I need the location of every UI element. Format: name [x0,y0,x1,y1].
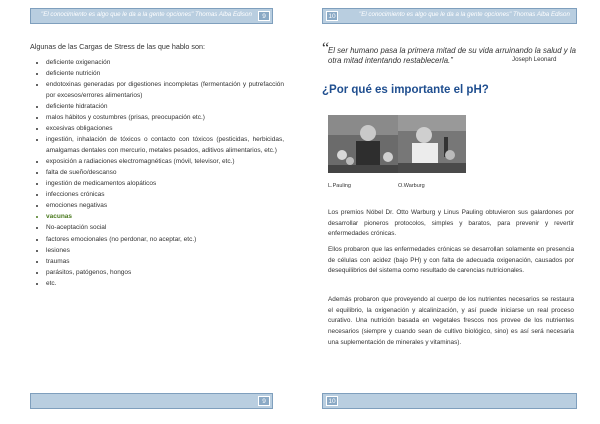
stress-item: • traumas [46,257,284,268]
left-footer-bar [30,393,273,409]
stress-item: • deficiente oxigenación [46,58,284,69]
stress-item: • malos hábitos y costumbres (prisas, preocupación etc.) [46,113,284,124]
right-header-bar [322,8,577,24]
pauling-photo [328,115,400,173]
stress-intro: Algunas de las Cargas de Stress de las que hablo son: [30,42,206,51]
stress-item: • emociones negativas [46,201,284,212]
stress-item: • vacunas [46,212,284,223]
quote-author: Joseph Leonard [512,56,557,63]
paragraph-2: Ellos probaron que las enfermedades crónicas se desarrollan solamente en presencia de células con acidez (bajo PH) y con falta de adecuada oxigenación, causados por desequilibrios del sistema como resultado de carencias nutricionales. [328,246,574,275]
right-header-text: "El conocimiento es algo que le da a la gente opciones" Thomas Alba Edison [359,11,570,18]
stress-item: • No-aceptación social [46,223,284,234]
paragraph-3: Además probaron que proveyendo al cuerpo de los nutrientes necesarios se restaura el equilibrio, la oxigenación y alcalinización, y así puede iniciarse un real proceso curativo. Una nutrición basada en vegetales frescos nos provee de los nutrientes necesarios (siempre y cuando sean de cultivo biológico, sino) es así será necesaria una suplementación de minerales y vitaminas). [328,296,574,346]
left-footer-page-number: 9 [258,396,270,406]
stress-item: • etc. [46,279,284,290]
left-header-bar [30,8,273,24]
stress-item: • factores emocionales (no perdonar, no aceptar, etc.) [46,235,284,246]
caption-warburg: O.Warburg [398,183,425,189]
stress-list [36,58,284,290]
stress-item: • parásitos, patógenos, hongos [46,268,284,279]
right-footer-bar [322,393,577,409]
quote-text: El ser humano pasa la primera mitad de su vida arruinando la salud y la otra mitad intentando restablecerla.” [328,46,576,65]
stress-item: • exposición a radiaciones electromagnéticas (móvil, televisor, etc.) [46,157,284,168]
left-page [0,0,293,424]
stress-item: • excesivas obligaciones [46,124,284,135]
stress-item: • lesiones [46,246,284,257]
right-header-page-number: 10 [326,11,338,21]
warburg-photo [398,115,466,173]
stress-item: • falta de sueño/descanso [46,168,284,179]
stress-item: • ingestión, inhalación de tóxicos o contacto con tóxicos (pesticidas, herbicidas, amalgamas dentales con mercurio, metales pesados, aditivos alimentarios, etc.) [46,135,284,156]
stress-item: • infecciones crónicas [46,190,284,201]
ph-heading: ¿Por qué es importante el pH? [322,84,489,96]
stress-item: • endotoxinas generadas por digestiones incompletas (fermentación y putrefacción por excesos/errores alimentarios) [46,80,284,101]
caption-pauling: L.Pauling [328,183,351,189]
right-footer-page-number: 10 [326,396,338,406]
stress-item: • deficiente nutrición [46,69,284,80]
left-header-page-number: 9 [258,11,270,21]
stress-item: • ingestión de medicamentos alopáticos [46,179,284,190]
left-header-text: "El conocimiento es algo que le da a la gente opciones" Thomas Alba Edison [41,11,252,18]
paragraph-1: Los premios Nóbel Dr. Otto Warburg y Linus Pauling obtuvieron sus galardones por desarrollar pioneros protocolos, simples y baratos, para prevenir y revertir enfermedades crónicas. [328,209,574,238]
stress-item: • deficiente hidratación [46,102,284,113]
quote-mark: “ [322,40,330,57]
